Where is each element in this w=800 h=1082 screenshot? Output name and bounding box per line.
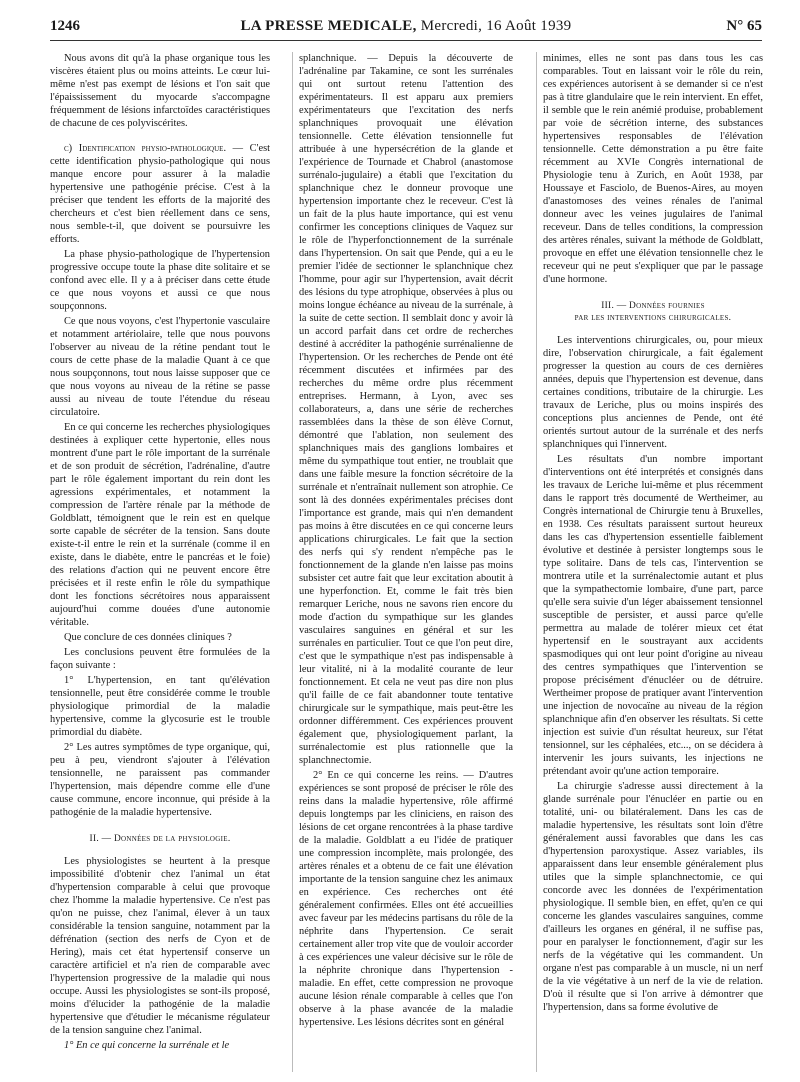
paragraph: Les résultats d'un nombre important d'interventions ont été interprétés et consignés dans les travaux de Leriche lui-même et plus récemment dans le rapport très documenté de Wertheimer, au Congrès international de Chirurgie tenu à Bruxelles, en 1938. Ces résultats paraissent surtout heureux dans les cas d'hypertension essentielle faiblement évolutive et destinée à persister longtemps sous le type solitaire. Dans de tels cas, l'intervention se montrera utile et la surrénalectomie autant et plus que la sympathectomie lombaire, d'une part, parce qu'elle sera suivie d'un léger abaissement tensionnel susceptible de persister, et aussi parce qu'elle permettra au malade de tolérer mieux cet état hypertensif en le soustrayant aux accidents spasmodiques qui ont leur point d'origine au niveau des centres sympathiques que l'intervention se propose précisément d'énucléer ou de détruire. Wertheimer propose de pratiquer avant l'intervention une injection de novocaïne au niveau de la région splanchnique afin d'en observer les résultats. Si cette injection est suivie d'un résultat heureux, sur l'état tensionnel, sur les céphalées, etc..., on se décidera à intervenir les jours suivants, les injections ne prétendant avoir qu'une action temporaire. xyxy=(543,454,763,778)
paragraph: Ce que nous voyons, c'est l'hypertonie vasculaire et notamment artériolaire, telle que nous pouvons l'observer au niveau de la rétine pendant tout le cours de cette phase de la maladie Quant à ce que nous soupçonnons, tout nous laisse supposer que ce que nous voyons au niveau de la rétine se passe aussi au niveau de toute l'étendue du réseau circulatoire. xyxy=(50,316,270,418)
column-2 xyxy=(292,52,513,1072)
column-3 xyxy=(536,52,763,1072)
article-body xyxy=(50,52,762,1072)
paragraph: Nous avons dit qu'à la phase organique tous les viscères étaient plus ou moins atteints. Le cœur lui-même n'est pas exempt de lésions et l'on sait que l'épaississement du myocarde s'accompagne fréquemment de lésions infarctoïdes caractéristiques de chacune de ces polyviscérites. xyxy=(50,53,270,129)
column-1 xyxy=(50,52,270,1072)
paragraph: splanchnique. — Depuis la découverte de l'adrénaline par Takamine, ce sont les surrénales qui ont surtout retenu l'attention des expérimentateurs. Il est apparu aux premiers expérimentateurs que l'excitation des nerfs splanchniques provoquait une élévation tensionnelle. Cette élévation tensionnelle fut attribuée à une hypersécrétion de la glande et l'expérience de Tournade et Chabrol (anastomose surrénalo-jugulaire) a établi que l'excitation du splanchnique chez le donneur provoque une hypertension importante chez le receveur. C'est là un fait de la plus haute importance, qui est venu confirmer les conceptions cliniques de Vaquez sur le rôle de l'hyperfonctionnement de la surrénale dans l'hypertension. On sait que Pende, qui a eu le premier l'idée de sectionner le splanchnique chez l'homme, pour agir sur l'hypertension, avait décrit des lésions du type atrophique, observées à plus ou moins longue échéance au niveau de la surrénale, à la suite de cette section. Il semblait donc y avoir là un accord parfait dans cet ordre de recherches destiné à accréditer la pathogénie surrénalienne de l'hypertension. Or les recherches de Pende ont été récemment discutées et infirmées par des recherches du même ordre plus récemment entreprises. Hermann, à Lyon, avec ses collaborateurs, a, dans une série de recherches rassemblées dans la thèse de son élève Cornut, démontré que l'ablation, non seulement des splanchniques mais des ganglions lombaires et même du sympathique tout entier, ne troublait que dans une faible mesure la fonction sécrétoire de la surrénale et n'entraînait nullement son atrophie. Ce sont là des données expérimentales précises dont l'importance est grande, mais qui n'en demandent pas moins à être discutées en ce qui concerne leurs applications chirurgicales. Le fait que la section des nerfs qui s'y rendent n'empêche pas le fonctionnement de la glande n'en laisse pas moins subsister cet autre fait que leur excitation aboutit à une hyperfonction. Et, comme le fait très bien remarquer Leriche, nous ne savons rien encore du mode d'action du sympathique sur les glandes vasculaires sanguines en général et sur les surrénales en particulier. Tout ce que l'on peut dire, c'est que le sympathique n'est pas indispensable à leur vitalité, ni à la modalité courante de leur fonctionnement. Et cela ne veut pas dire non plus qu'il faille de ce fait abandonner toute tentative chirurgicale sur le sympathique, mais peut-être les ordonner différemment. Ces expériences prouvent également que, physiologiquement parlant, la surrénalectomie est plus rationnelle que la splanchnectomie. xyxy=(299,53,513,766)
paragraph: La chirurgie s'adresse aussi directement à la glande surrénale pour l'énucléer en partie ou en totalité, uni- ou bilatéralement. Dans les cas de maladie hypertensive, les résultats sont loin d'être généralement aussi favorables que dans les cas d'hypertension paroxystique. Assez variables, ils apparaissent dans leur ensemble généralement plus utiles que la simple splanchnectomie, ce qui concorde avec les données de l'expérimentation physiologique. Il semble bien, en effet, qu'en ce qui concerne les glandes vasculaires sanguines, comme d'ailleurs les organes en général, il ne suffise pas, pour en paralyser le fonctionnement, d'agir sur les nerfs de la végétative qui les commandent. Un organe n'est pas comparable à un muscle, ni un nerf de la vie végétative à un nerf de la vie de relation. D'où il résulte que si l'on arrive à démontrer que l'hypertension, dans sa forme évolutive de xyxy=(543,781,763,1014)
paragraph: 1° En ce qui concerne la surrénale et le xyxy=(64,1040,230,1052)
section-lead: c) Identification physio-pathologique. xyxy=(64,143,227,154)
paragraph: 1° L'hypertension, en tant qu'élévation tensionnelle, peut être considérée comme le trouble physiologique primordial de la maladie hypertensive, comme la glycosurie est le trouble primordial du diabète. xyxy=(50,675,270,738)
paragraph: La phase physio-pathologique de l'hypertension progressive occupe toute la phase dite solitaire et se confond avec elle. Il y a à préciser dans cette étude ce que nous voyons et aussi ce que nous soupçonnons. xyxy=(50,249,270,312)
paragraph: 2° En ce qui concerne les reins. — D'autres expériences se sont proposé de préciser le rôle des reins dans la maladie hypertensive, rôle affirmé depuis longtemps par les cliniciens, en raison des lésions de cet organe rencontrées à la phase tardive de la maladie. Goldblatt a eu l'idée de pratiquer une compression incomplète, mais prolongée, des artères rénales et a obtenu de ce fait une élévation importante de la tension sanguine chez les animaux en expérience. Ces recherches ont été généralement confirmées. Elles ont été accueillies avec faveur par les médecins partisans du rôle de la néphrite dans l'hypertension. Ce serait certainement aller trop vite que de vouloir accorder à ces expériences une valeur décisive sur le rôle de la néphrite chronique dans l'hypertension - maladie. En effet, cette compression ne provoque aucune lésion rénale comparable à celles que l'on observe à la phase avancée de la maladie hypertensive. Les lésions décrites sont en général xyxy=(299,770,513,1028)
page-number: 1246 xyxy=(50,18,80,34)
paragraph: Les physiologistes se heurtent à la presque impossibilité d'obtenir chez l'animal un état d'hypertension comparable à celui que provoque chez l'homme la maladie hypertensive. Ce n'est pas qu'on ne puisse, chez l'animal, élever à un taux considérable la tension sanguine, notamment par la défrénation (section des nerfs de Cyon et de Hering), mais cet état hypertensif conserve un caractère artificiel et n'a rien de comparable avec l'hypertension progressive de la maladie qui nous occupe. Aussi les physiologistes se sont-ils proposé, moins d'élucider la pathogénie de la maladie hypertensive que d'étudier le mécanisme régulateur de la tension sanguine chez l'animal. xyxy=(50,856,270,1037)
paragraph: En ce qui concerne les recherches physiologiques destinées à expliquer cette hypertonie, elles nous montrent d'une part le rôle important de la surrénale et de son produit de sécrétion, l'adrénaline, d'autre part le rôle également important du rein dont les agressions expérimentales, et notamment la compression de l'artère rénale par la méthode de Goldblatt, témoignent que le rein est en quelque sorte capable de sécréter de la tension. Sans doute existe-t-il entre le rein et la surrénale (comme il en existe, dans le diabète, entre le pancréas et le foie) des relations d'action qui ne peuvent encore être précisées et il reste enfin le rôle du sympathique dont les fonctions sécrétoires nous apparaissent aujourd'hui comme douées d'une autonomie véritable. xyxy=(50,422,270,628)
section-heading: III. — Données fournies par les interventions chirurgicales. xyxy=(574,301,732,324)
paragraph: Les conclusions peuvent être formulées de la façon suivante : xyxy=(50,647,270,671)
section-heading: II. — Données de la physiologie. xyxy=(89,834,231,844)
journal-title xyxy=(50,18,762,35)
issue-date: Mercredi, 16 Août 1939 xyxy=(420,18,572,34)
paragraph: Que conclure de ces données cliniques ? xyxy=(64,632,232,643)
journal-name: LA PRESSE MEDICALE, xyxy=(240,18,417,34)
paragraph: Les interventions chirurgicales, ou, pour mieux dire, l'observation chirurgicale, a fait également progresser la question au cours de ces dernières années, depuis que l'hypertension est devenue, dans certaines conditions, tributaire de la chirurgie. Les travaux de Leriche, plus ou moins inspirés des conceptions plus anciennes de Pende, ont été orientés surtout autour de la surrénale et des nerfs splanchniques qui l'innervent. xyxy=(543,335,763,451)
page-header xyxy=(50,18,762,41)
paragraph: c) Identification physio-pathologique. — C'est cette identification physio-pathologique qui nous manque encore pour assurer à la maladie hypertensive une pathogénie précise. C'est à la préciser que tendent les efforts de la majorité des chercheurs et c'est bien réellement dans ce sens, nous semble-t-il, que doivent se poursuivre les efforts. xyxy=(50,143,270,245)
issue-number: N° 65 xyxy=(726,18,762,34)
paragraph: minimes, elles ne sont pas dans tous les cas comparables. Tout en laissant voir le rôle du rein, ces expériences autorisent à se demander si ce n'est pas à titre glandulaire que le rein intervient. En effet, il semble que le rein anémié produise, probablement par voie de sécrétion interne, des substances hypertensives responsables de l'élévation tensionnelle. Cette démonstration a pu être faite récemment au XVIe Congrès international de Physiologie tenu à Zurich, en Août 1938, par Houssaye et Fasciolo, de Buenos-Aires, au moyen d'anastomoses des veines rénales de l'animal donneur avec les veines jugulaires de l'animal receveur. Dans de telles conditions, la compression des artères rénales, suivant la méthode de Goldblatt, provoque en effet une élévation tensionnelle chez le receveur qui ne peut s'expliquer que par le passage d'une hormone. xyxy=(543,53,763,285)
paragraph: 2° Les autres symptômes de type organique, qui, peu à peu, viendront s'ajouter à l'élévation tensionnelle, ne paraissent pas commander l'hypertension, mais dépendre comme elle d'une cause commune, encore inconnue, qui préside à la pathogénie de la maladie hypertensive. xyxy=(50,742,270,818)
